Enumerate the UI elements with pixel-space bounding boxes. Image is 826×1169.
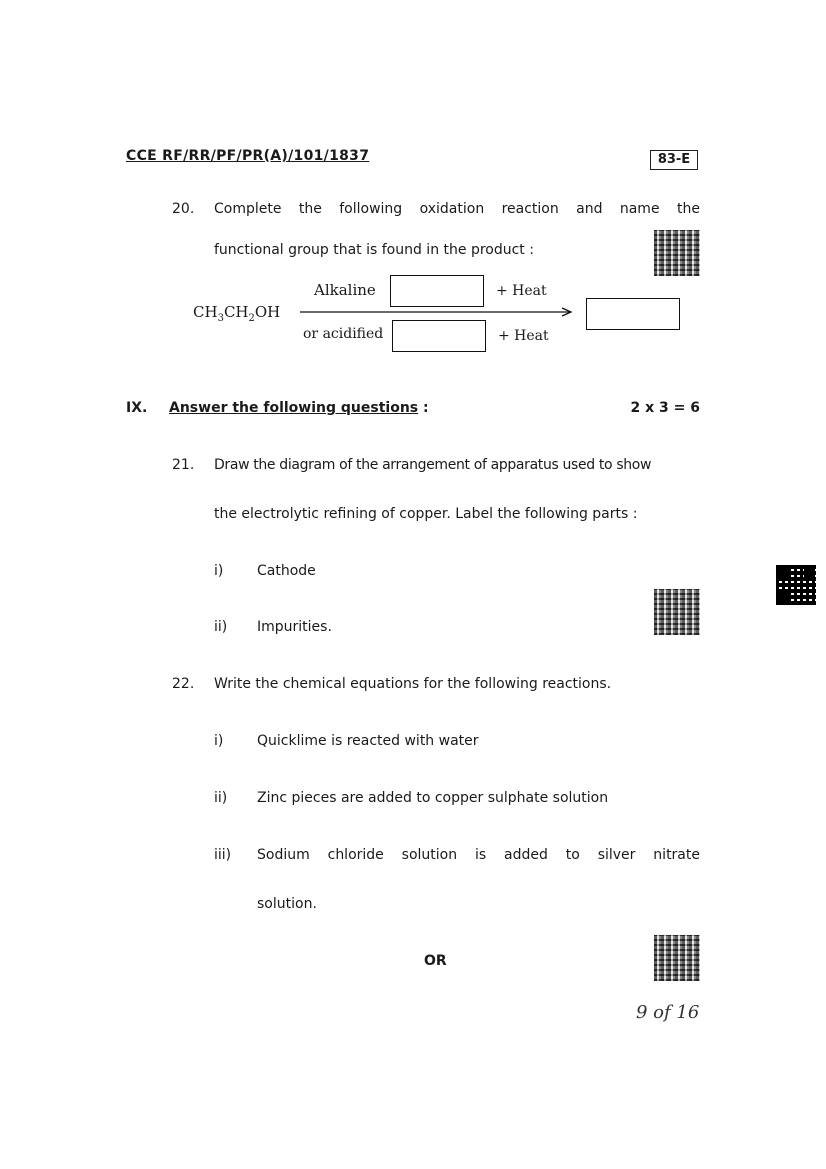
reaction-arrow-icon — [298, 305, 578, 319]
paper-code-box: 83-E — [650, 150, 698, 170]
word: and — [576, 201, 603, 217]
question-20-line-1 — [214, 201, 700, 217]
word: the — [298, 201, 322, 217]
exam-code: CCE RF/RR/PF/PR(A)/101/1837 — [126, 148, 370, 164]
word: following — [339, 201, 403, 217]
word: reaction — [501, 201, 559, 217]
blank-box-oxidant-1[interactable] — [390, 275, 484, 307]
section-marks: 2 x 3 = 6 — [630, 400, 700, 416]
condition-heat-2: + Heat — [498, 328, 549, 344]
question-number: 20. — [172, 201, 195, 217]
word: the — [676, 201, 700, 217]
word: Complete — [214, 201, 282, 217]
item-number: ii) — [214, 790, 228, 806]
word: oxidation — [419, 201, 485, 217]
item-number: ii) — [214, 619, 228, 635]
item-text: Sodium chloride solution is added to silver nitrate — [257, 847, 700, 863]
item-number: i) — [214, 733, 224, 749]
item-text: Zinc pieces are added to copper sulphate solution — [257, 790, 609, 806]
word: name — [619, 201, 660, 217]
question-number: 22. — [172, 676, 195, 692]
item-text: Cathode — [257, 563, 316, 579]
condition-heat-1: + Heat — [496, 283, 547, 299]
qr-code-icon — [654, 935, 700, 981]
condition-acidified: or acidified — [303, 326, 384, 342]
section-label: IX. — [126, 400, 148, 416]
question-22-line-1: Write the chemical equations for the following reactions. — [214, 676, 612, 692]
item-number: i) — [214, 563, 224, 579]
page-number: 9 of 16 — [636, 1002, 700, 1023]
item-text-continued: solution. — [257, 896, 317, 912]
blank-box-product[interactable] — [586, 298, 680, 330]
qr-code-icon — [654, 230, 700, 276]
question-21-line-2: the electrolytic refining of copper. Label the following parts : — [214, 506, 638, 522]
item-text: Quicklime is reacted with water — [257, 733, 479, 749]
blank-box-oxidant-2[interactable] — [392, 320, 486, 352]
item-number: iii) — [214, 847, 232, 863]
question-20-line-2: functional group that is found in the product : — [214, 242, 534, 258]
item-text: Impurities. — [257, 619, 332, 635]
condition-alkaline: Alkaline — [314, 281, 376, 299]
section-title: Answer the following questions : — [169, 400, 429, 416]
qr-code-icon — [776, 565, 816, 605]
question-21-line-1: Draw the diagram of the arrangement of apparatus used to show — [214, 457, 652, 473]
or-separator: OR — [424, 953, 447, 969]
reactant-formula: $CH_3CH_2OH$ — [193, 303, 281, 324]
qr-code-icon — [654, 589, 700, 635]
question-number: 21. — [172, 457, 195, 473]
